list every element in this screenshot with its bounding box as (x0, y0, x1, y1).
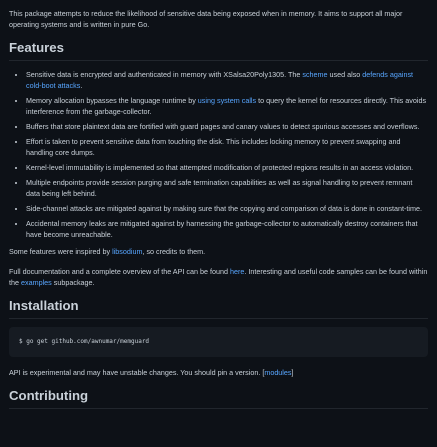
inspired-text-before: Some features were inspired by (9, 247, 113, 256)
feature-item (26, 69, 428, 91)
feature-text: Buffers that store plaintext data are fortified with guard pages and canary values to detect spurious accesses and overflows. (26, 122, 420, 131)
feature-text: used also (327, 70, 363, 79)
install-command[interactable]: $ go get github.com/awnumar/memguard (19, 338, 150, 345)
feature-link[interactable]: using system calls (197, 96, 257, 105)
installation-heading: Installation (9, 297, 428, 319)
api-note-after: ] (291, 368, 294, 377)
docs-text-middle: . Interesting and useful code samples can be found within the (9, 267, 428, 287)
examples-link[interactable]: examples (21, 278, 52, 287)
features-list (9, 69, 428, 240)
intro-paragraph: This package attempts to reduce the likelihood of sensitive data being exposed when in memory. It aims to support all major operating systems and is written in pure Go. (9, 9, 403, 29)
feature-text: Kernel-level immutability is implemented so that attempted modification of protected regions results in an access violation. (26, 163, 414, 172)
feature-item (26, 218, 428, 240)
inspired-paragraph (9, 246, 428, 257)
feature-text: to query the kernel for resources directly. This avoids interference from the garbage-collector. (26, 96, 427, 116)
feature-item (26, 162, 428, 173)
features-heading: Features (9, 39, 428, 61)
feature-item (26, 203, 428, 214)
api-note-before: API is experimental and may have unstable changes. You should pin a version. [ (9, 368, 265, 377)
feature-item (26, 95, 428, 117)
docs-here-link[interactable]: here (229, 267, 245, 276)
libsodium-link[interactable]: libsodium (112, 247, 143, 256)
feature-text: Memory allocation bypasses the language runtime by (26, 96, 198, 105)
docs-text-before: Full documentation and a complete overview of the API can be found (9, 267, 230, 276)
modules-link[interactable]: modules (264, 368, 292, 377)
docs-text-after: subpackage. (51, 278, 95, 287)
feature-link[interactable]: scheme (302, 70, 328, 79)
feature-text: Sensitive data is encrypted and authenticated in memory with XSalsa20Poly1305. The (26, 70, 303, 79)
install-code-block[interactable] (9, 327, 428, 357)
inspired-text-after: , so credits to them. (142, 247, 206, 256)
api-note-paragraph (9, 367, 428, 378)
feature-item (26, 136, 428, 158)
contributing-heading: Contributing (9, 387, 428, 409)
docs-paragraph (9, 266, 428, 288)
feature-text: Multiple endpoints provide session purging and safe termination capabilities as well as signal handling to prevent remnant data being left behind. (26, 178, 413, 198)
feature-text: Effort is taken to prevent sensitive data from touching the disk. This includes locking memory to prevent swapping and handling core dumps. (26, 137, 401, 157)
feature-text: . (80, 81, 83, 90)
feature-link[interactable]: defends against cold-boot attacks (26, 70, 414, 90)
feature-text: Accidental memory leaks are mitigated against by harnessing the garbage-collector to automatically destroy containers that have become unreachable. (26, 219, 418, 239)
feature-item (26, 177, 428, 199)
feature-text: Side-channel attacks are mitigated against by making sure that the copying and comparison of data is done in constant-time. (26, 204, 422, 213)
feature-item (26, 121, 428, 132)
